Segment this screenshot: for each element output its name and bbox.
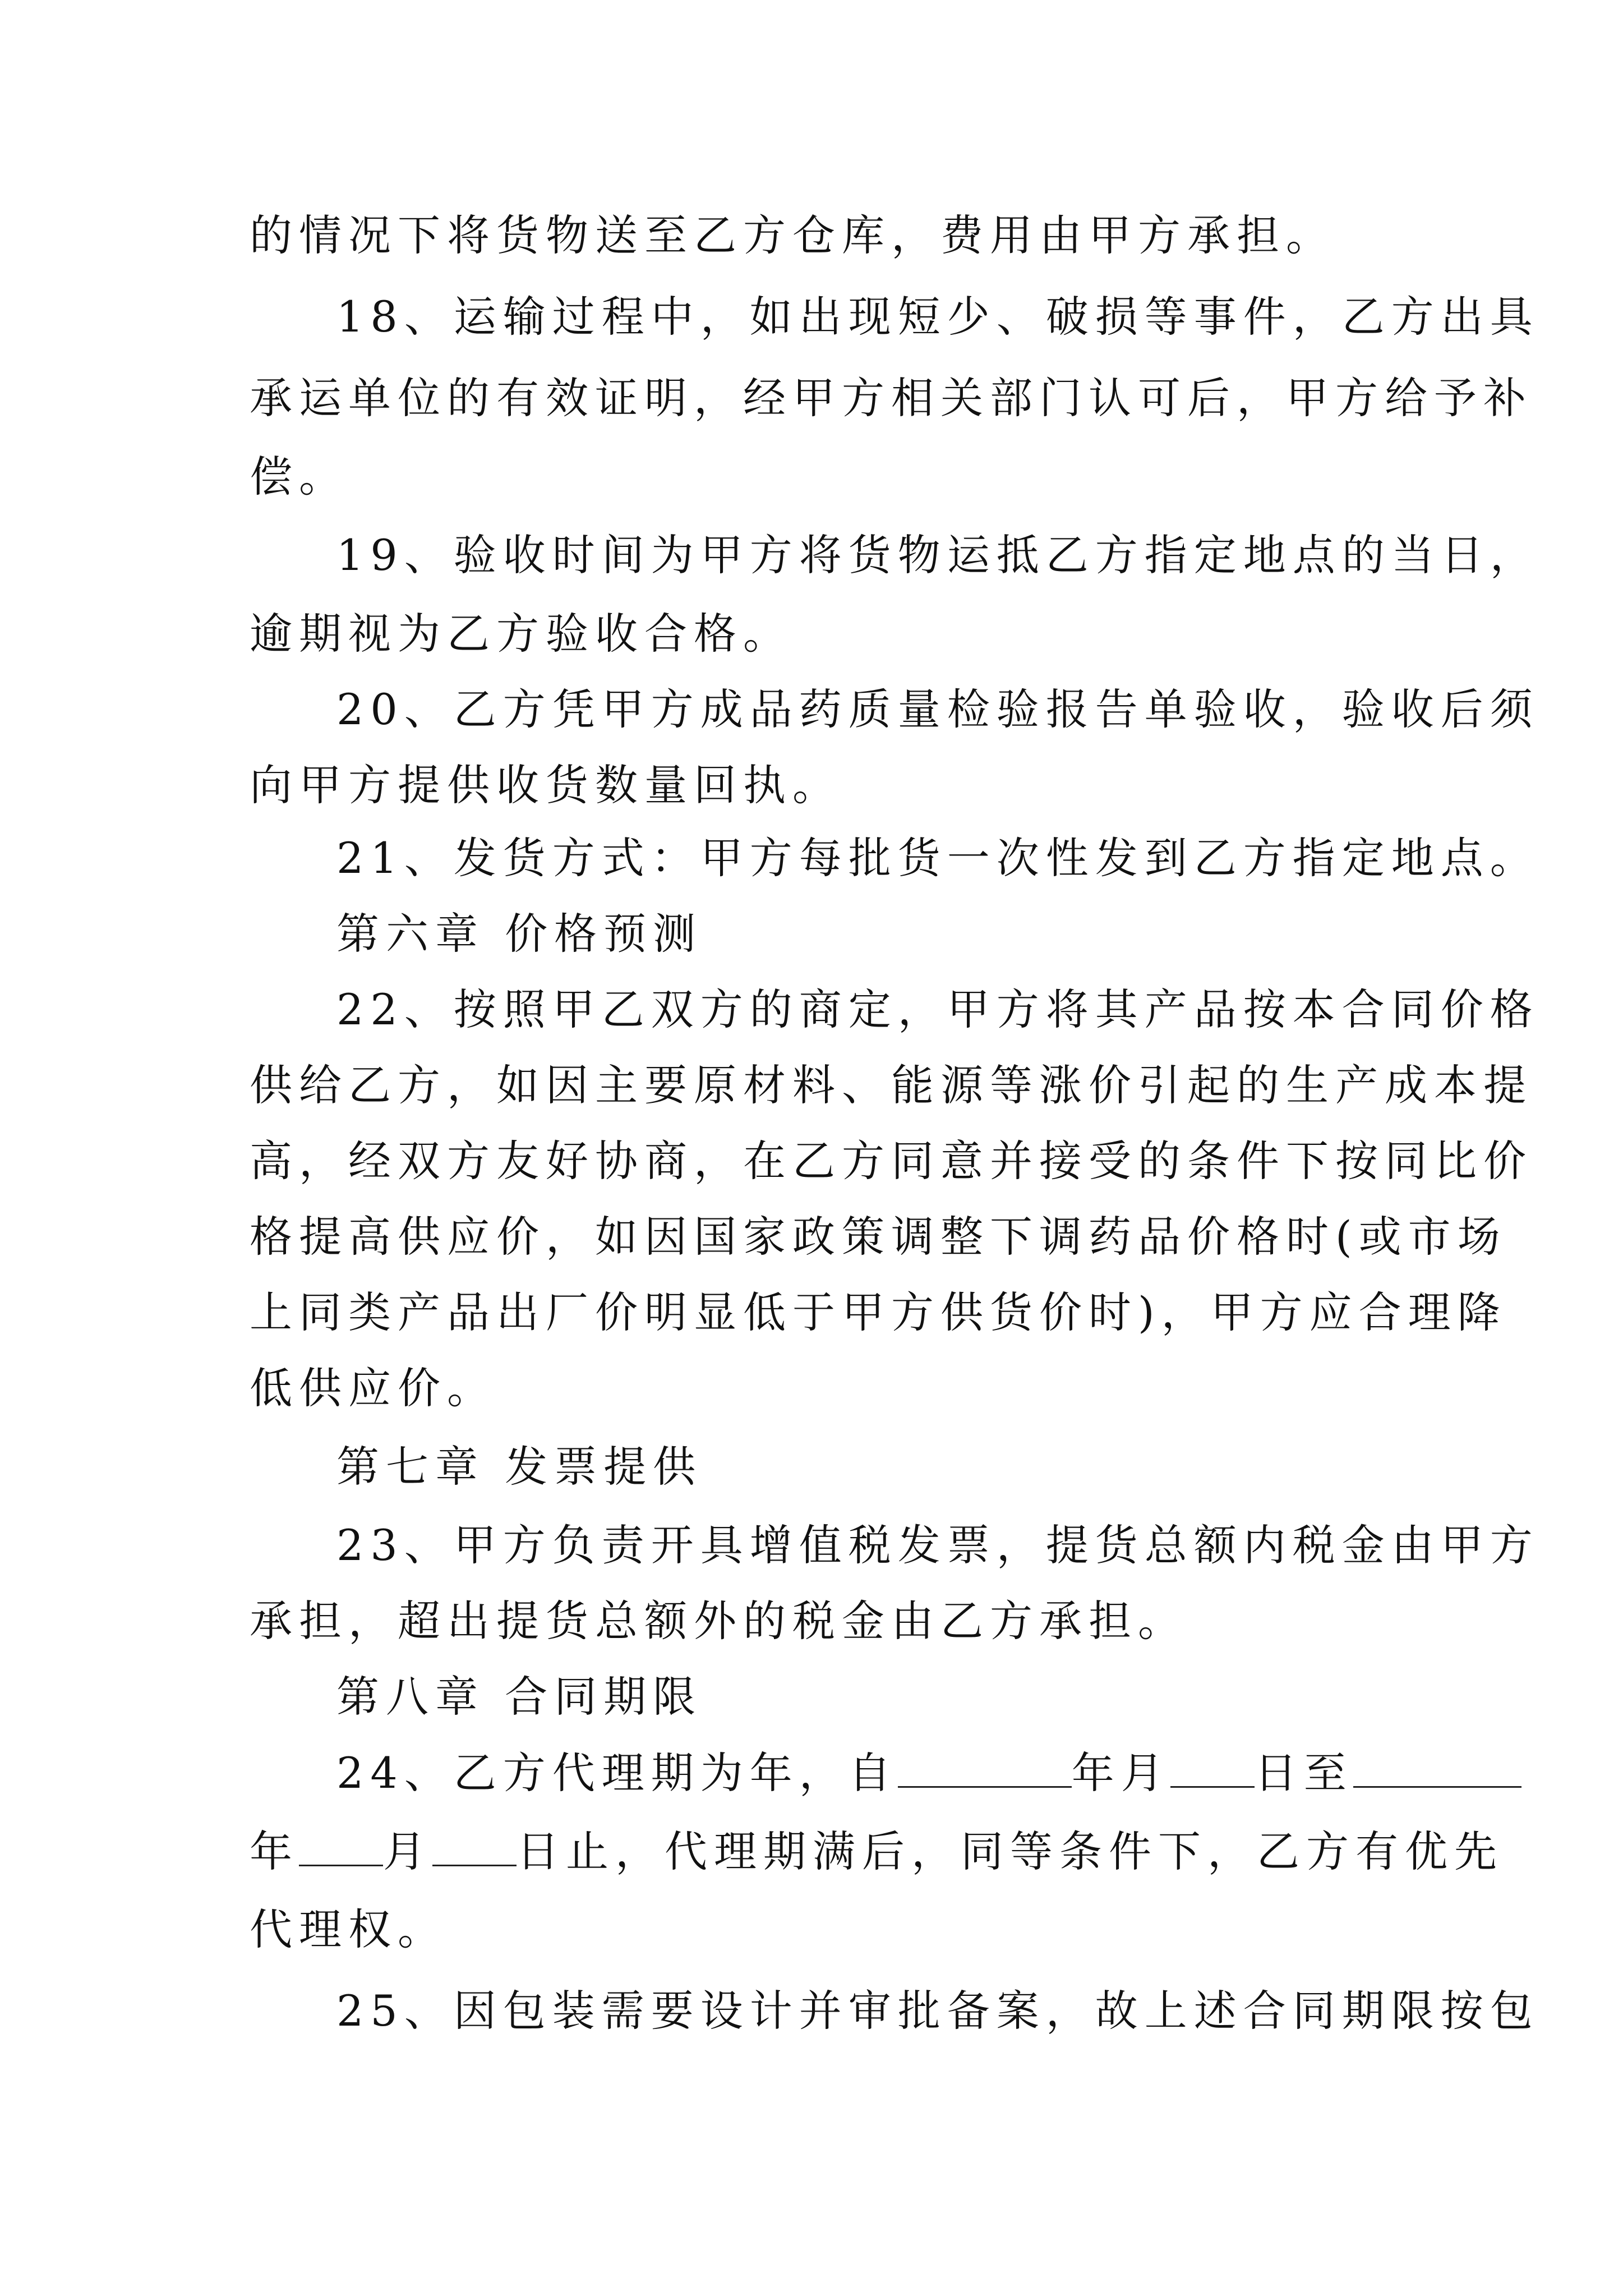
paragraph-line: 承担，超出提货总额外的税金由乙方承担。 <box>250 1596 1187 1646</box>
clause-21-line: 21、发货方式：甲方每批货一次性发到乙方指定地点。 <box>336 833 1539 883</box>
chapter-6-heading: 第六章 价格预测 <box>336 909 703 959</box>
paragraph-line: 代理权。 <box>250 1904 447 1954</box>
paragraph-line: 低供应价。 <box>250 1363 496 1413</box>
blank-underline <box>432 1823 517 1866</box>
paragraph-line: 向甲方提供收货数量回执。 <box>250 760 842 810</box>
blank-underline <box>1353 1745 1521 1788</box>
paragraph-line: 承运单位的有效证明，经甲方相关部门认可后，甲方给予补 <box>250 373 1533 423</box>
blank-underline <box>1170 1745 1255 1788</box>
clause-24-line <box>336 1745 1402 1801</box>
clause-23-line: 23、甲方负责开具增值税发票，提货总额内税金由甲方 <box>336 1520 1539 1570</box>
paragraph-line: 供给乙方，如因主要原材料、能源等涨价引起的生产成本提 <box>250 1060 1533 1110</box>
clause-19-line: 19、验收时间为甲方将货物运抵乙方指定地点的当日， <box>336 530 1539 580</box>
clause-22-line: 22、按照甲乙双方的商定，甲方将其产品按本合同价格 <box>336 984 1539 1034</box>
clause-24-text: 月 <box>1121 1748 1170 1798</box>
paragraph-line: 高，经双方友好协商，在乙方同意并接受的条件下按同比价 <box>250 1136 1533 1186</box>
clause-24-text: 24、乙方代理期为年，自 <box>336 1748 898 1798</box>
clause-24-text: 月 <box>383 1826 432 1876</box>
clause-24-text: 日止，代理期满后，同等条件下，乙方有优先 <box>517 1826 1504 1876</box>
clause-20-line: 20、乙方凭甲方成品药质量检验报告单验收，验收后须 <box>336 684 1539 734</box>
paragraph-line: 格提高供应价，如因国家政策调整下调药品价格时(或市场 <box>250 1212 1507 1262</box>
paragraph-line: 的情况下将货物送至乙方仓库，费用由甲方承担。 <box>250 210 1335 260</box>
chapter-8-heading: 第八章 合同期限 <box>336 1672 703 1722</box>
clause-24-text: 年 <box>250 1826 299 1876</box>
clause-25-line: 25、因包装需要设计并审批备案，故上述合同期限按包 <box>336 1986 1539 2036</box>
chapter-7-heading: 第七章 发票提供 <box>336 1442 703 1492</box>
paragraph-line <box>250 1823 1504 1879</box>
blank-underline <box>299 1823 383 1866</box>
paragraph-line: 偿。 <box>250 452 348 501</box>
clause-24-text: 年 <box>1071 1748 1121 1798</box>
clause-18-line: 18、运输过程中，如出现短少、破损等事件，乙方出具 <box>336 292 1539 342</box>
paragraph-line: 逾期视为乙方验收合格。 <box>250 609 792 659</box>
blank-underline <box>898 1745 1072 1788</box>
clause-24-text: 日至 <box>1254 1748 1353 1798</box>
paragraph-line: 上同类产品出厂价明显低于甲方供货价时)，甲方应合理降 <box>250 1287 1507 1337</box>
